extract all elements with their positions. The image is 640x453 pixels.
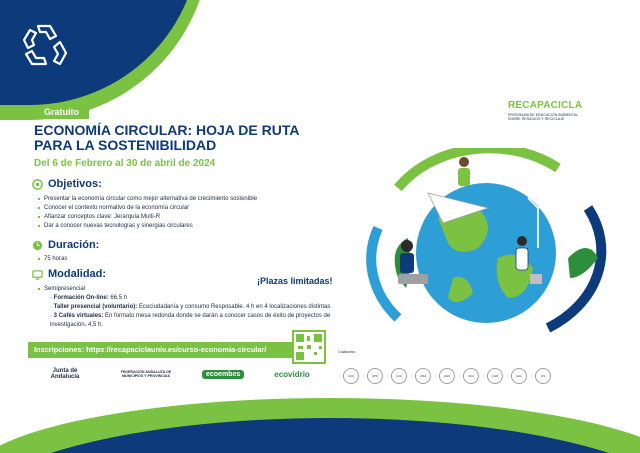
- recapacicla-brand: [508, 100, 588, 122]
- list-item: Afianzar conceptos clave: Jerarquía Multi-R: [38, 213, 257, 222]
- free-badge: Gratuito: [34, 105, 89, 119]
- university-logo: US: [535, 368, 551, 384]
- university-logo: UJA: [391, 368, 407, 384]
- list-item: Conocer el contexto normativo de la economía circular: [38, 204, 257, 213]
- university-logo: UHU: [439, 368, 455, 384]
- objetivos-list: [38, 195, 257, 231]
- online-value: 66,5 h: [108, 295, 128, 301]
- monitor-icon: [32, 269, 43, 280]
- modalidad-online: · Formación On-line: 66,5 h: [50, 295, 128, 301]
- limited-places-note: ¡Plazas limitadas!: [257, 276, 333, 286]
- taller-value: Ecociudadanía y consumo Resposable. 4 h en 4 localizaciones distintas: [137, 304, 331, 310]
- objetivos-label: Objetivos:: [48, 178, 102, 190]
- university-logos: [343, 368, 551, 384]
- university-logo: UAL: [511, 368, 527, 384]
- recycle-icon: [16, 20, 72, 70]
- target-icon: [32, 179, 43, 190]
- course-title: [34, 123, 334, 153]
- modalidad-cafes: · 3 Cafés virtuales: En formato mesa redonda donde se darán a conocer casos de éxito de proyectos de investigación. 4,5 h.: [50, 313, 331, 328]
- cafes-value: En formato mesa redonda donde se darán a conocer casos de éxito de proyectos de investigación. 4,5 h.: [50, 313, 331, 328]
- modalidad-heading: [32, 268, 106, 280]
- university-logo: UMA: [415, 368, 431, 384]
- list-item: Presentar la economía circular como mejor alternativa de crecimiento sostenible: [38, 195, 257, 204]
- duracion-heading: [32, 239, 99, 251]
- junta-andalucia-logo: Junta de Andalucía: [50, 368, 80, 380]
- duracion-label: Duración:: [48, 239, 100, 251]
- university-logo: UPO: [367, 368, 383, 384]
- globe-illustration: [358, 148, 614, 348]
- ecoembes-logo: ecoembes: [202, 370, 244, 379]
- duracion-list: [38, 255, 67, 264]
- colaboran-label: Colaboran:: [338, 350, 356, 354]
- brand-tagline: PROGRAMA DE EDUCACIÓN AMBIENTAL SOBRE RESIDUOS Y RECICLAJE: [508, 113, 579, 122]
- modalidad-taller: · Taller presencial (voluntario): Ecociudadanía y consumo Resposable. 4 h en 4 localizaciones distintas: [50, 304, 331, 310]
- title-line-2: PARA LA SOSTENIBILIDAD: [34, 137, 217, 153]
- university-logo: UGR: [487, 368, 503, 384]
- modalidad-list: [38, 285, 85, 294]
- list-item: Dar a conocer nuevas tecnologías y sinergias circulares: [38, 222, 257, 231]
- cafes-label: 3 Cafés virtuales:: [53, 313, 104, 319]
- course-dates: Del 6 de Febrero al 30 de abril de 2024: [34, 158, 216, 169]
- online-label: Formación On-line:: [53, 295, 109, 301]
- title-line-1: ECONOMÍA CIRCULAR: HOJA DE RUTA: [34, 122, 300, 138]
- ecovidrio-logo: ecovidrio: [274, 369, 310, 379]
- modalidad-label: Modalidad:: [48, 268, 107, 280]
- university-logo: UCO: [343, 368, 359, 384]
- list-item: 75 horas: [38, 255, 67, 264]
- famp-logo: FEDERACIÓN ANDALUZA DE MUNICIPIOS Y PROVINCIAS: [120, 370, 172, 378]
- brand-name: RECAPACICLA: [508, 100, 583, 111]
- clock-icon: [32, 240, 43, 251]
- registration-link[interactable]: Inscripciones: https://recapaciclauniv.es/curso-economia-circular/: [28, 342, 292, 358]
- sponsor-logos: [40, 368, 310, 380]
- university-logo: UCA: [463, 368, 479, 384]
- qr-code[interactable]: [292, 330, 326, 364]
- taller-label: Taller presencial (voluntario):: [53, 304, 138, 310]
- list-item: Semipresencial: [38, 285, 85, 294]
- objetivos-heading: [32, 178, 102, 190]
